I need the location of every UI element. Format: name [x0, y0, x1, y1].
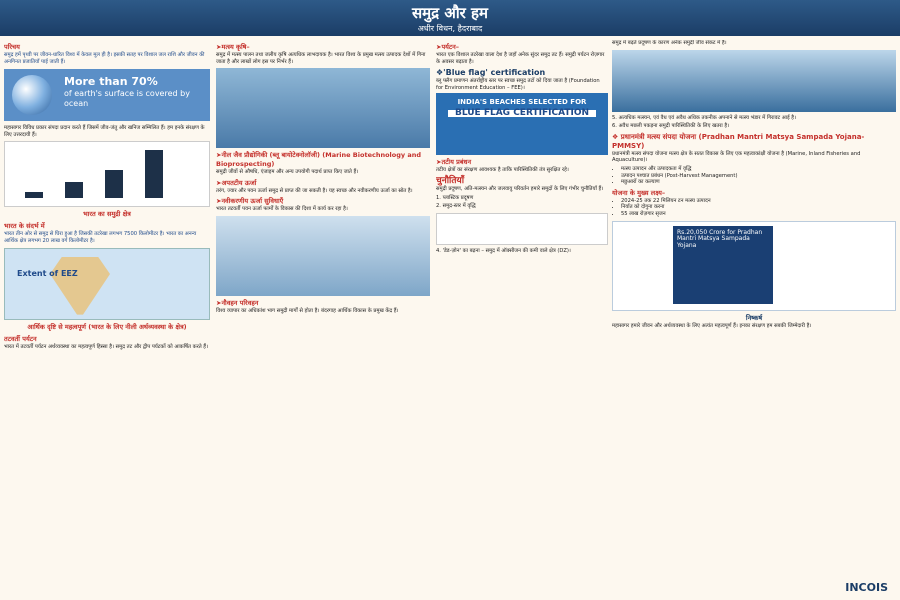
chart-caption: भारत का समुद्री क्षेत्र: [83, 210, 131, 219]
pmmsy-list: [612, 166, 896, 186]
blue-flag-text: ब्लू फ्लैग प्रमाणन अंतर्राष्ट्रीय स्तर पर स्वच्छ समुद्र तटों को दिया जाता है (Foundation for Environment Education – FEE)।: [436, 78, 600, 91]
intro-text: समुद्र हमें पृथ्वी पर जीवन-धारित विश्व में केवल मूल ही है। इसकी सतह पर विशाल जल राशि और जीवन की अनगिनत प्रजातियाँ पाई जाती हैं।: [4, 52, 205, 65]
conclusion-text: महासागर हमारे जीवन और अर्थव्यवस्था के लिए अत्यंत महत्वपूर्ण हैं। इनका संरक्षण हम सबकी जिम्मेदारी है।: [612, 322, 812, 329]
shipping-text: विश्व व्यापार का अधिकांश भाग समुद्री मार्गों से होता है। बंदरगाह आर्थिक विकास के प्रमुख केंद्र हैं।: [216, 307, 399, 314]
biotech-text: समुद्री जीवों से औषधि, एंजाइम और अन्य उपयोगी पदार्थ प्राप्त किए जाते हैं।: [216, 169, 359, 176]
economic-heading: आर्थिक दृष्टि से महत्वपूर्ण (भारत के लिए नीली अर्थव्यवस्था के क्षेत्र): [27, 322, 187, 331]
callout-big-text: More than 70%: [64, 75, 158, 89]
bar-chart-image: [4, 141, 210, 207]
callout-small-text: of earth's surface is covered by ocean: [64, 89, 190, 109]
offshore-heading: ➤अपतटीय ऊर्जा: [216, 178, 257, 187]
coastal-mgmt-text: तटीय क्षेत्रों का संरक्षण आवश्यक है ताकि पारिस्थितिकी तंत्र सुरक्षित रहे।: [436, 167, 569, 174]
coastal-mgmt-heading: ➤तटीय प्रबंधन: [436, 158, 472, 167]
tourism-heading: ➤पर्यटन–: [436, 43, 460, 51]
ocean-coverage-callout: [4, 69, 210, 121]
india-text: भारत तीन ओर से समुद्र से घिरा हुआ है जिसकी तटरेखा लगभग 7500 किलोमीटर है। भारत का अनन्य आर्थिक क्षेत्र लगभग 20 लाख वर्ग किलोमीटर है।: [4, 231, 197, 244]
coastal-heading: तटवर्ती पर्यटन: [4, 334, 37, 343]
blue-flag-heading: ❖'Blue flag' certification: [436, 68, 546, 78]
column-2: [216, 40, 430, 596]
pmmsy-poster-image: [612, 221, 896, 311]
pmmsy-heading: ❖ प्रधानमंत्री मत्स्य संपदा योजना (Pradhan Mantri Matsya Sampada Yojana-PMMSY): [612, 132, 865, 150]
renewable-heading: ➤नवीकरणीय ऊर्जा सुविधाएँ: [216, 197, 284, 206]
wind-turbines-image: [216, 216, 430, 296]
pmmsy-item: • उत्पादन पश्चात प्रबंधन (Post-Harvest Management): [621, 173, 896, 180]
poster-subtitle: अधीर विधन, हैदराबाद: [417, 24, 483, 33]
fisheries-heading: ➤मत्स्य कृषि–: [216, 43, 250, 51]
challenges-text: समुद्री प्रदूषण, अति-मत्स्यन और जलवायु परिवर्तन हमारे समुद्रों के लिए गंभीर चुनौतियाँ हैं।: [436, 185, 604, 192]
dead-zone-text: 4. 'डेड-ज़ोन' का बढ़ना – समुद्र में ऑक्सीजन की कमी वाले क्षेत्र (DZ)।: [436, 247, 571, 254]
challenge-1: 1. प्लास्टिक प्रदूषण: [436, 194, 474, 201]
fisheries-text: समुद्र में मत्स्य पालन तथा जलीय कृषि अत्यधिक लाभदायक है। भारत विश्व के प्रमुख मत्स्य उत्पादक देशों में गिना जाता है और लाखों लोग इस पर निर्भर हैं।: [216, 52, 426, 65]
shipping-heading: ➤नौवहन परिवहन: [216, 298, 259, 307]
info-illegal-fishing: 6. अवैध मछली पकड़ना समुद्री पारिस्थितिकी के लिए खतरा है।: [612, 123, 730, 130]
blue-flag-banner: [436, 93, 608, 155]
india-heading: भारत के संदर्भ में: [4, 222, 45, 231]
fishing-boats-image: [216, 68, 430, 148]
column-1: [4, 40, 210, 596]
eez-map-image: [4, 248, 210, 320]
intro-heading: परिचय: [4, 43, 20, 51]
blue-flag-banner-title: BLUE FLAG CERTIFICATION: [448, 110, 596, 117]
para-resources: महासागर विविध प्रकार संपदा प्रदान करते हैं जिसमें जीव-जंतु और खनिज सम्मिलित हैं। हम इनके संरक्षण के लिए उत्तरदायी हैं।: [4, 125, 205, 138]
pollution-intro: समुद्र में बढ़ते प्रदूषण के कारण अनेक समुद्री जीव संकट में हैं।: [612, 40, 727, 46]
pmmsy-text: प्रधानमंत्री मत्स्य संपदा योजना मत्स्य क्षेत्र के सतत विकास के लिए एक महत्वाकांक्षी योजना है (Marine, Inland Fisheries and Aquaculture)।: [612, 150, 861, 164]
goals-list: [612, 198, 896, 218]
column-3: [436, 40, 608, 596]
conclusion-heading: निष्कर्ष: [745, 313, 763, 322]
info-overfishing: 5. अत्यधिक मत्स्यन, एवं वैध एवं अवैध अधिक तकनीक अपनाने से मत्स्य भंडार में गिरावट आई है।: [612, 114, 796, 121]
header-banner: [0, 0, 900, 36]
goal-item: • 2024-25 तक 22 मिलियन टन मत्स्य उत्पादन: [621, 198, 896, 205]
renewable-text: भारत तटवर्ती पवन ऊर्जा फार्मों के विकास की दिशा में कार्य कर रहा है।: [216, 206, 348, 213]
biotech-heading: ➤नील जैव प्रौद्योगिकी (ब्लू बायोटेक्नोलॉजी) (Marine Biotechnology and Bioprospecting): [216, 151, 422, 169]
challenge-2: 2. समुद्र-स्तर में वृद्धि: [436, 203, 476, 210]
ocean-infographic-image: [612, 50, 896, 112]
coastal-text: भारत में तटवर्ती पर्यटन अर्थव्यवस्था का महत्वपूर्ण हिस्सा है। समुद्र तट और द्वीप पर्यटकों को आकर्षित करते हैं।: [4, 343, 209, 350]
blue-flag-banner-top: INDIA'S BEACHES SELECTED FOR: [457, 98, 587, 107]
offshore-text: तरंग, ज्वार और पवन ऊर्जा समुद्र से प्राप्त की जा सकती है। यह स्वच्छ और नवीकरणीय ऊर्जा का स्रोत है।: [216, 187, 413, 194]
pmmsy-item: • मत्स्य उत्पादन और उत्पादकता में वृद्धि: [621, 166, 896, 173]
goal-item: • निर्यात को दोगुना करना: [621, 204, 896, 211]
tourism-text: भारत एक विशाल तटरेखा वाला देश है जहाँ अनेक सुंदर समुद्र तट हैं। समुद्री पर्यटन रोज़गार के अवसर बढ़ाता है।: [436, 52, 605, 65]
pmmsy-item: • मछुआरों का कल्याण: [621, 179, 896, 186]
sea-level-graph-image: [436, 213, 608, 245]
goals-heading: योजना के मुख्य लक्ष्य–: [612, 188, 666, 197]
pmmsy-banner: Rs.20,050 Crore for Pradhan Mantri Matsya Sampada Yojana: [673, 226, 773, 304]
map-label: Extent of EEZ: [17, 268, 78, 278]
poster-title: समुद्र और हम: [412, 4, 488, 22]
goal-item: • 55 लाख रोज़गार सृजन: [621, 211, 896, 218]
challenges-heading: चुनौतियाँ: [436, 175, 465, 186]
india-landmass: [50, 257, 110, 315]
earth-globe-icon: [12, 75, 52, 115]
incois-logo: INCOIS: [845, 581, 888, 595]
column-4: [612, 40, 896, 596]
